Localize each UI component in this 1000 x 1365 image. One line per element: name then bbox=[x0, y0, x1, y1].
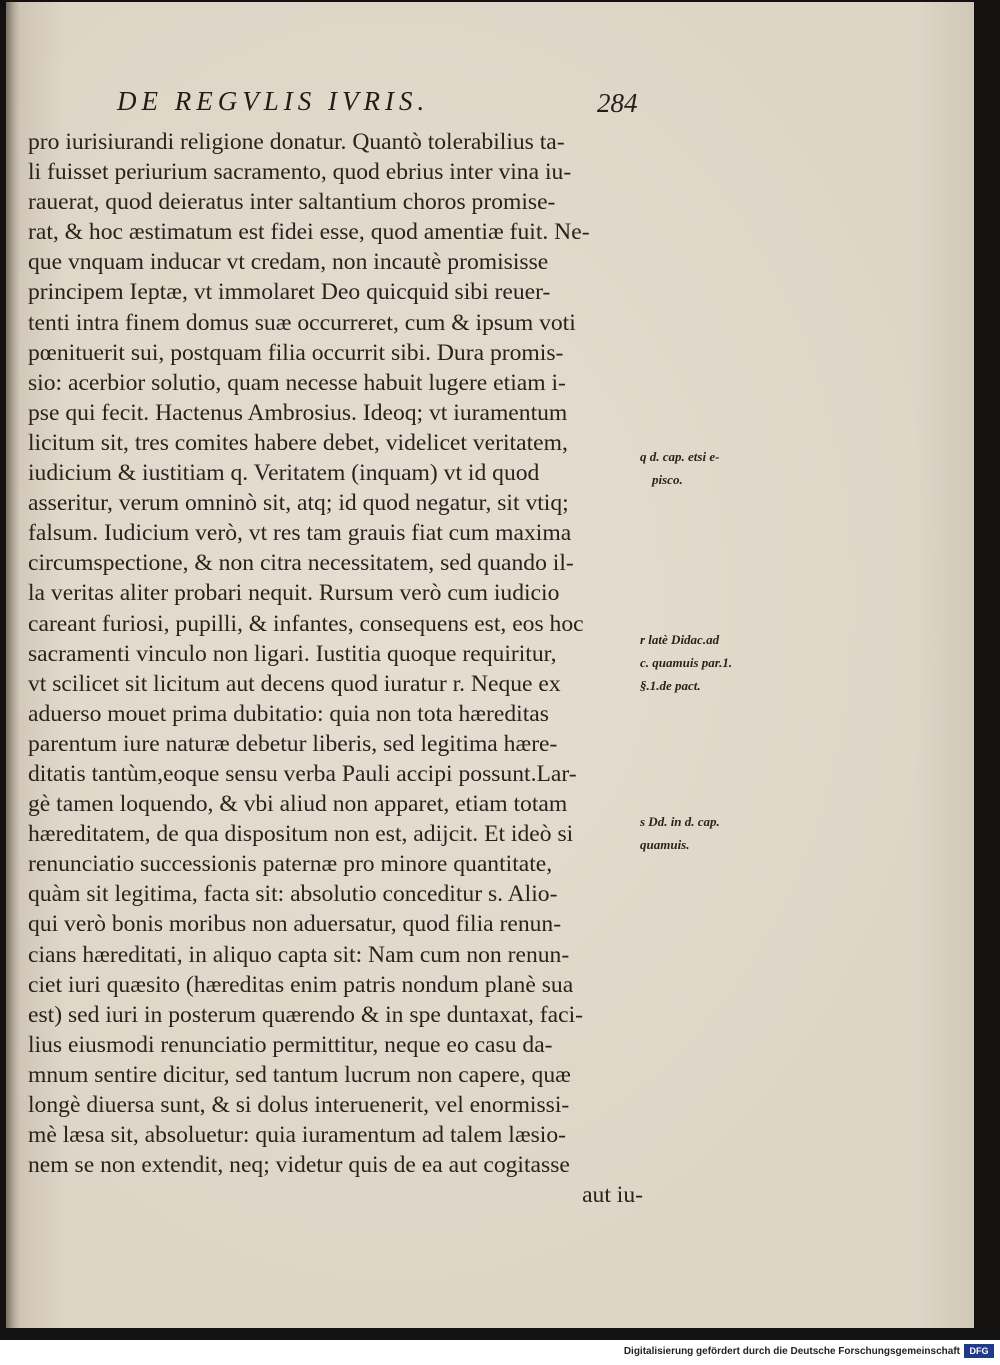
catchword: aut iu- bbox=[582, 1182, 643, 1209]
text-line: falsum. Iudicium verò, vt res tam grauis fiat cum maxima bbox=[28, 520, 572, 547]
text-line: vt scilicet sit licitum aut decens quod iuratur r. Neque ex bbox=[28, 670, 561, 697]
text-line: sacramenti vinculo non ligari. Iustitia quoque requiritur, bbox=[28, 640, 557, 667]
text-line: lius eiusmodi renunciatio permittitur, neque eo casu da- bbox=[28, 1031, 553, 1058]
marginal-note-s bbox=[640, 810, 800, 856]
text-line: renunciatio successionis paternæ pro minore quantitate, bbox=[28, 851, 553, 878]
text-line: hæreditatem, de qua dispositum non est, adijcit. Et ideò si bbox=[28, 821, 574, 848]
text-line: tenti intra finem domus suæ occurreret, cum & ipsum voti bbox=[28, 309, 576, 336]
text-line: asseritur, verum omninò sit, atq; id quod negatur, sit vtiq; bbox=[28, 490, 569, 517]
marginal-note-q bbox=[640, 445, 800, 491]
text-line: sio: acerbior solutio, quam necesse habuit lugere etiam i- bbox=[28, 369, 566, 396]
text-line: mè læsa sit, absoluetur: quia iuramentum ad talem læsio- bbox=[28, 1122, 566, 1149]
note-line: q d. cap. etsi e- bbox=[640, 449, 720, 464]
text-line: ditatis tantùm,eoque sensu verba Pauli accipi possunt.Lar- bbox=[28, 760, 577, 787]
text-line: ciet iuri quæsito (hæreditas enim patris nondum planè sua bbox=[28, 971, 574, 998]
text-line: rauerat, quod deieratus inter saltantium choros promise- bbox=[28, 189, 556, 216]
text-line: circumspectione, & non citra necessitatem, sed quando il- bbox=[28, 550, 574, 577]
text-line: parentum iure naturæ debetur liberis, sed legitima hære- bbox=[28, 730, 558, 757]
text-line: qui verò bonis moribus non aduersatur, quod filia renun- bbox=[28, 911, 562, 938]
marginal-note-r bbox=[640, 628, 800, 697]
text-line: iudicium & iustitiam q. Veritatem (inquam) vt id quod bbox=[28, 460, 540, 487]
text-line: gè tamen loquendo, & vbi aliud non apparet, etiam totam bbox=[28, 791, 568, 818]
note-line: quamuis. bbox=[640, 837, 690, 852]
note-line: s Dd. in d. cap. bbox=[640, 814, 720, 829]
note-line: r latè Didac.ad bbox=[640, 632, 720, 647]
text-line: est) sed iuri in posterum quærendo & in spe duntaxat, faci- bbox=[28, 1001, 583, 1028]
text-line: que vnquam inducar vt credam, non incautè promisisse bbox=[28, 249, 549, 276]
funding-credit: Digitalisierung gefördert durch die Deutsche Forschungsgemeinschaft bbox=[623, 1346, 960, 1357]
text-line: pœnituerit sui, postquam filia occurrit sibi. Dura promis- bbox=[28, 339, 564, 366]
page-number: 284 bbox=[597, 88, 638, 118]
text-line: mnum sentire dicitur, sed tantum lucrum non capere, quæ bbox=[28, 1061, 571, 1088]
running-head-title: DE REGVLIS IVRIS. bbox=[117, 86, 430, 116]
text-line: careant furiosi, pupilli, & infantes, consequens est, eos hoc bbox=[28, 610, 584, 637]
text-line: principem Ieptæ, vt immolaret Deo quicquid sibi reuer- bbox=[28, 279, 551, 306]
text-line: pro iurisiurandi religione donatur. Quantò tolerabilius ta- bbox=[28, 129, 565, 155]
note-line: c. quamuis par.1. bbox=[640, 655, 733, 670]
text-line: longè diuersa sunt, & si dolus interuenerit, vel enormissi- bbox=[28, 1092, 570, 1118]
body-text bbox=[28, 127, 643, 1210]
text-line: aduerso mouet prima dubitatio: quia non tota hæreditas bbox=[28, 700, 549, 727]
text-line: cians hæreditati, in aliquo capta sit: Nam cum non renun- bbox=[28, 941, 570, 968]
note-line: §.1.de pact. bbox=[640, 678, 701, 693]
text-line: la veritas aliter probari nequit. Rursum verò cum iudicio bbox=[28, 580, 560, 607]
text-line: pse qui fecit. Hactenus Ambrosius. Ideoq; vt iuramentum bbox=[28, 399, 568, 426]
footer-bar bbox=[0, 1340, 1000, 1365]
text-line: nem se non extendit, neq; videtur quis de ea aut cogitasse bbox=[28, 1152, 570, 1179]
text-line: rat, & hoc æstimatum est fidei esse, quod amentiæ fuit. Ne- bbox=[28, 219, 590, 246]
text-line: li fuisset periurium sacramento, quod ebrius inter vina iu- bbox=[28, 159, 572, 186]
text-line: licitum sit, tres comites habere debet, videlicet veritatem, bbox=[28, 429, 568, 456]
note-line: pisco. bbox=[652, 472, 683, 487]
text-line: quàm sit legitima, facta sit: absolutio conceditur s. Alio- bbox=[28, 881, 558, 908]
page-gutter bbox=[6, 2, 20, 1328]
dfg-logo: DFG bbox=[964, 1344, 994, 1358]
